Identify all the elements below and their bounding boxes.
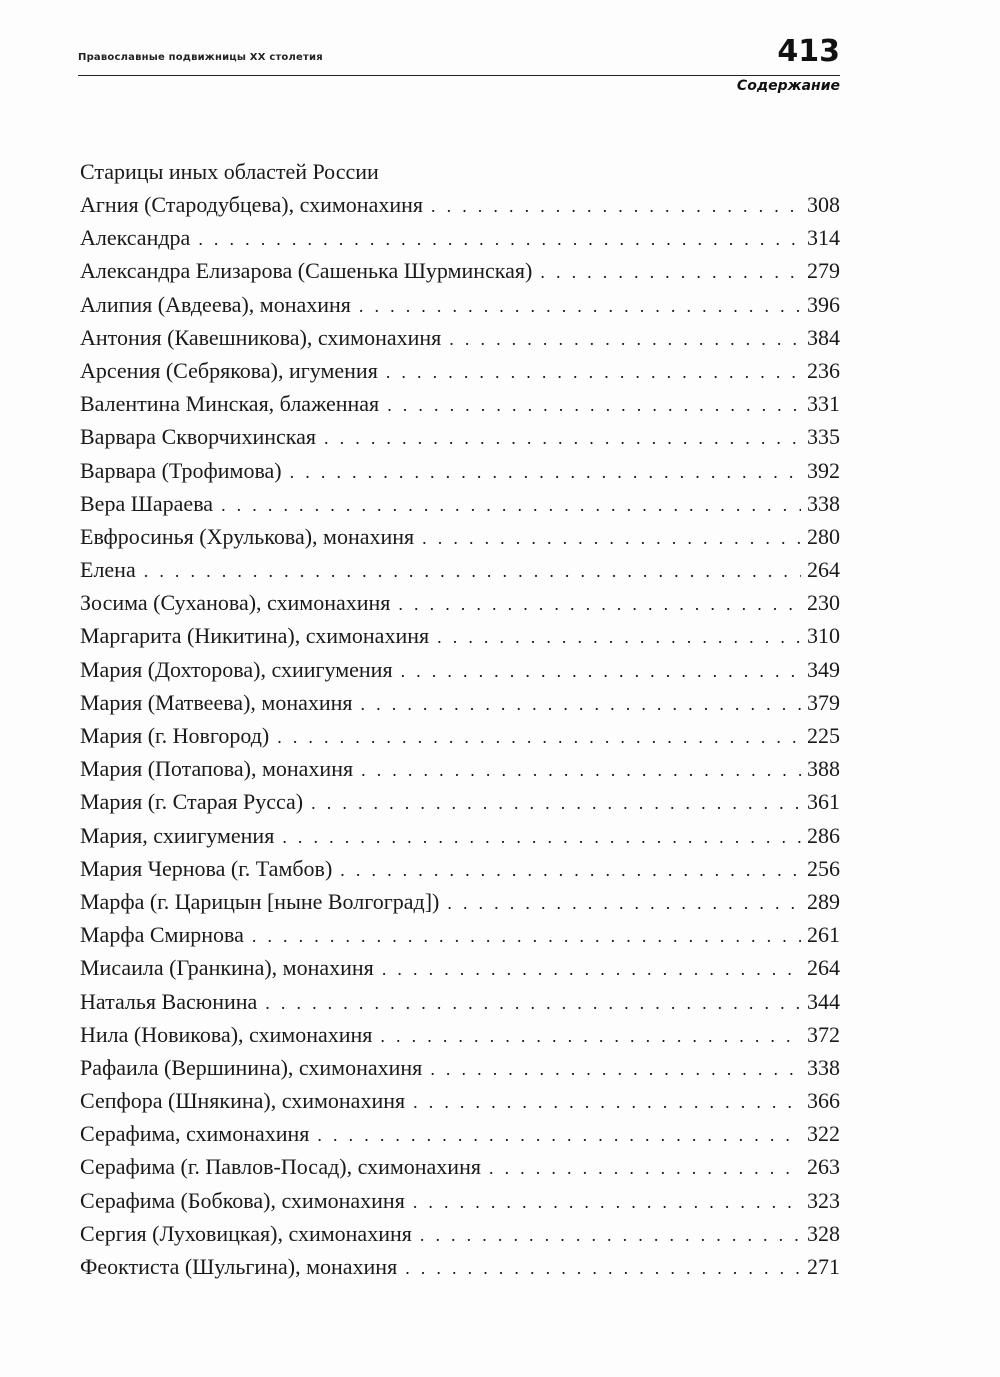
toc-entry-page: 392 bbox=[807, 457, 840, 483]
toc-entry-label: Зосима (Суханова), схимонахиня bbox=[80, 590, 391, 616]
toc-dot-leader bbox=[144, 556, 801, 586]
toc-entry-label: Мария (Матвеева), монахиня bbox=[80, 689, 353, 715]
toc-dot-leader bbox=[387, 390, 801, 420]
toc-entry-page: 322 bbox=[807, 1121, 840, 1147]
toc-entry-page: 338 bbox=[807, 1054, 840, 1080]
toc-entry bbox=[80, 456, 840, 489]
toc-entry bbox=[80, 1020, 840, 1053]
section-heading: Содержание bbox=[736, 78, 840, 94]
toc-entry-page: 289 bbox=[807, 888, 840, 914]
toc-dot-leader bbox=[311, 788, 801, 818]
toc-entry-label: Елена bbox=[80, 557, 136, 583]
toc-entry-label: Мисаила (Гранкина), монахиня bbox=[80, 955, 374, 981]
toc-dot-leader bbox=[405, 1253, 801, 1283]
toc-entry-page: 384 bbox=[807, 324, 840, 350]
toc-entry-label: Александра Елизарова (Сашенька Шурминская) bbox=[80, 258, 533, 284]
toc-dot-leader bbox=[422, 523, 801, 553]
toc-entry-label: Сепфора (Шнякина), схимонахиня bbox=[80, 1088, 406, 1114]
toc-entry bbox=[80, 953, 840, 986]
toc-entry-label: Мария (Дохторова), схиигумения bbox=[80, 656, 393, 682]
toc-entry-page: 279 bbox=[807, 258, 840, 284]
toc-dot-leader bbox=[380, 1021, 801, 1051]
toc-entry-page: 308 bbox=[807, 192, 840, 217]
page-number: 413 bbox=[777, 34, 840, 69]
toc-dot-leader bbox=[265, 988, 801, 1018]
toc-entry-page: 366 bbox=[807, 1088, 840, 1114]
toc-entry-label: Наталья Васюнина bbox=[80, 988, 258, 1014]
toc-dot-leader bbox=[317, 1120, 801, 1150]
toc-entry-label: Марфа Смирнова bbox=[80, 922, 244, 948]
toc-entry bbox=[80, 389, 840, 422]
toc-entry-label: Антония (Кавешникова), схимонахиня bbox=[80, 324, 442, 350]
toc-entry-page: 335 bbox=[807, 424, 840, 450]
toc-entry bbox=[80, 721, 840, 754]
toc-dot-leader bbox=[198, 224, 801, 254]
toc-entry-label: Сергия (Луховицкая), схимонахиня bbox=[80, 1220, 412, 1246]
toc-entry-label: Варвара (Трофимова) bbox=[80, 457, 282, 483]
toc-entry-label: Нила (Новикова), схимонахиня bbox=[80, 1021, 373, 1047]
toc-entry bbox=[80, 1053, 840, 1086]
toc-entry-label: Алипия (Авдеева), монахиня bbox=[80, 291, 351, 317]
toc-dot-leader bbox=[437, 622, 801, 652]
toc-entry-label: Варвара Скворчихинская bbox=[80, 424, 317, 450]
toc-dot-leader bbox=[413, 1187, 801, 1217]
toc-dot-leader bbox=[447, 888, 801, 918]
toc-entry bbox=[80, 522, 840, 555]
toc-entry bbox=[80, 223, 840, 256]
toc-dot-leader bbox=[449, 324, 801, 354]
toc-entry-label: Мария Чернова (г. Тамбов) bbox=[80, 855, 333, 881]
toc-dot-leader bbox=[420, 1220, 801, 1250]
toc-entry-page: 271 bbox=[807, 1254, 840, 1279]
toc-entry bbox=[80, 688, 840, 721]
toc-entry-page: 323 bbox=[807, 1187, 840, 1213]
toc-dot-leader bbox=[340, 855, 801, 885]
toc-dot-leader bbox=[359, 291, 801, 321]
toc-entry-label: Серафима (г. Павлов-Посад), схимонахиня bbox=[80, 1154, 481, 1180]
toc-entry bbox=[80, 1252, 840, 1285]
toc-dot-leader bbox=[430, 1054, 801, 1084]
toc-entry-label: Серафима, схимонахиня bbox=[80, 1121, 310, 1147]
toc-entry-label: Рафаила (Вершинина), схимонахиня bbox=[80, 1054, 423, 1080]
toc-entry-page: 264 bbox=[807, 557, 840, 583]
toc-entry bbox=[80, 1186, 840, 1219]
toc-entry bbox=[80, 987, 840, 1020]
toc-entry bbox=[80, 356, 840, 389]
toc-entry-label: Маргарита (Никитина), схимонахиня bbox=[80, 623, 430, 649]
toc-entry-page: 379 bbox=[807, 689, 840, 715]
toc-entry-label: Марфа (г. Царицын [ныне Волгоград]) bbox=[80, 888, 440, 914]
toc-entry bbox=[80, 920, 840, 953]
toc-entry bbox=[80, 323, 840, 356]
toc-section-title: Старицы иных областей России bbox=[80, 159, 379, 184]
toc-entry bbox=[80, 854, 840, 887]
toc-dot-leader bbox=[361, 755, 801, 785]
toc-entry bbox=[80, 290, 840, 323]
toc-entry-label: Вера Шараева bbox=[80, 490, 214, 516]
toc-dot-leader bbox=[386, 357, 801, 387]
toc-dot-leader bbox=[413, 1087, 801, 1117]
toc-dot-leader bbox=[431, 191, 801, 221]
toc-dot-leader bbox=[221, 490, 801, 520]
toc-entry-label: Александра bbox=[80, 225, 191, 251]
toc-entry bbox=[80, 1119, 840, 1152]
toc-entry-page: 361 bbox=[807, 789, 840, 815]
toc-entry-label: Арсения (Себрякова), игумения bbox=[80, 357, 378, 383]
toc-entry bbox=[80, 787, 840, 820]
toc-entry-label: Феоктиста (Шульгина), монахиня bbox=[80, 1254, 398, 1279]
toc-entry-label: Мария (Потапова), монахиня bbox=[80, 756, 354, 782]
toc-entry-page: 225 bbox=[807, 723, 840, 748]
toc-entry-page: 396 bbox=[807, 291, 840, 317]
toc-list bbox=[80, 190, 840, 1285]
toc-entry-page: 256 bbox=[807, 855, 840, 881]
toc-dot-leader bbox=[290, 457, 801, 487]
toc-entry-label: Валентина Минская, блаженная bbox=[80, 391, 380, 417]
toc-entry bbox=[80, 1086, 840, 1119]
toc-dot-leader bbox=[401, 656, 801, 686]
toc-entry-page: 261 bbox=[807, 922, 840, 948]
toc-entry-page: 328 bbox=[807, 1220, 840, 1246]
toc-entry-page: 236 bbox=[807, 357, 840, 383]
toc-entry-page: 344 bbox=[807, 988, 840, 1014]
toc-entry-page: 310 bbox=[807, 623, 840, 649]
toc-entry-label: Мария (г. Новгород) bbox=[80, 723, 270, 748]
toc-entry bbox=[80, 821, 840, 854]
toc-entry bbox=[80, 256, 840, 289]
toc-dot-leader bbox=[489, 1153, 801, 1183]
toc-entry bbox=[80, 887, 840, 920]
toc-entry bbox=[80, 555, 840, 588]
toc-entry bbox=[80, 1152, 840, 1185]
toc-entry-page: 286 bbox=[807, 822, 840, 848]
toc-entry-page: 331 bbox=[807, 391, 840, 417]
toc-entry-page: 388 bbox=[807, 756, 840, 782]
toc-entry-label: Мария (г. Старая Русса) bbox=[80, 789, 304, 815]
toc-entry-page: 280 bbox=[807, 523, 840, 549]
toc-entry bbox=[80, 621, 840, 654]
toc-entry-page: 314 bbox=[807, 225, 840, 251]
toc-entry bbox=[80, 489, 840, 522]
toc-dot-leader bbox=[398, 589, 801, 619]
toc-entry-page: 264 bbox=[807, 955, 840, 981]
toc-entry-page: 263 bbox=[807, 1154, 840, 1180]
toc-entry bbox=[80, 754, 840, 787]
toc-entry-page: 230 bbox=[807, 590, 840, 616]
toc-entry bbox=[80, 655, 840, 688]
running-head: Православные подвижницы XX столетия bbox=[78, 52, 323, 63]
toc-dot-leader bbox=[282, 822, 801, 852]
toc-entry-page: 338 bbox=[807, 490, 840, 516]
toc-entry bbox=[80, 1219, 840, 1252]
toc-dot-leader bbox=[252, 921, 801, 951]
toc-dot-leader bbox=[361, 689, 801, 719]
toc-entry bbox=[80, 190, 840, 223]
toc-entry bbox=[80, 588, 840, 621]
toc-dot-leader bbox=[540, 257, 801, 287]
toc-entry-label: Агния (Стародубцева), схимонахиня bbox=[80, 192, 423, 217]
toc-dot-leader bbox=[324, 423, 801, 453]
toc-entry-page: 372 bbox=[807, 1021, 840, 1047]
toc-entry bbox=[80, 422, 840, 455]
toc-entry-label: Евфросинья (Хрулькова), монахиня bbox=[80, 523, 415, 549]
header-rule bbox=[78, 75, 840, 76]
toc-entry-label: Серафима (Бобкова), схимонахиня bbox=[80, 1187, 405, 1213]
toc-dot-leader bbox=[382, 954, 801, 984]
toc-dot-leader bbox=[277, 722, 801, 752]
toc-entry-page: 349 bbox=[807, 656, 840, 682]
toc-entry-label: Мария, схиигумения bbox=[80, 822, 275, 848]
